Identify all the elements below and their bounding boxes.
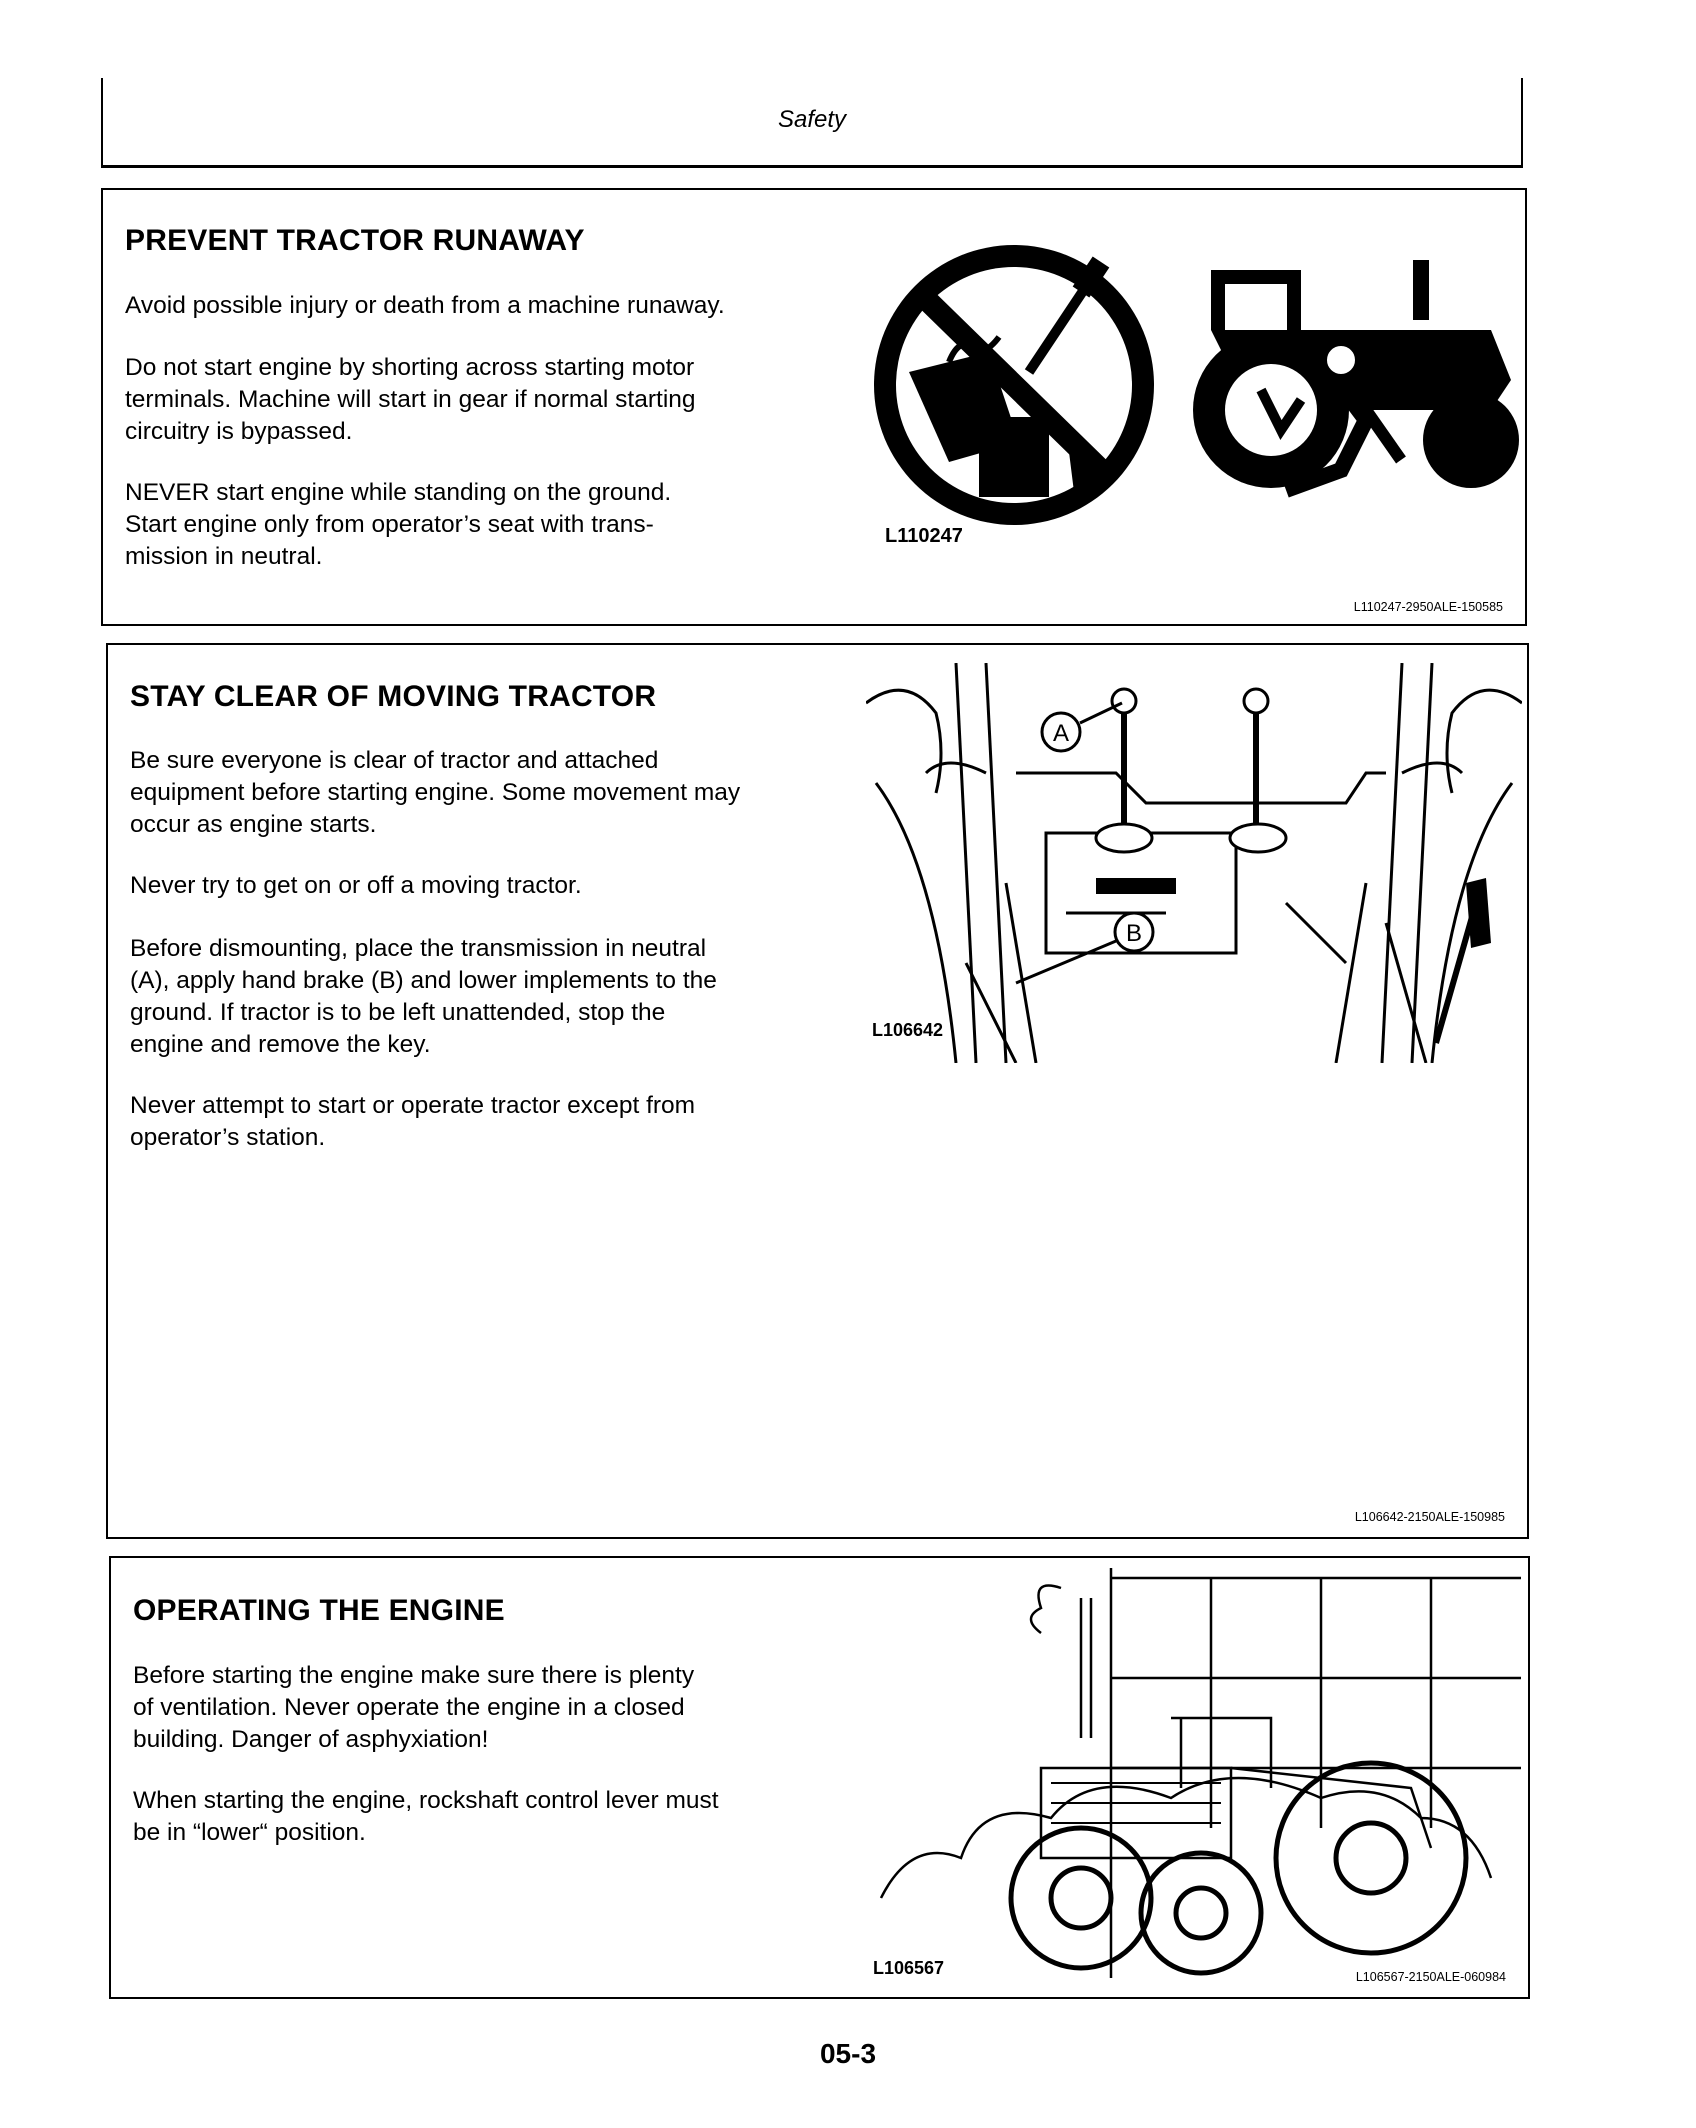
section-title: OPERATING THE ENGINE: [133, 1594, 505, 1627]
callout-a: A: [1052, 720, 1070, 747]
figure-label: L106642: [872, 1020, 944, 1040]
paragraph: Do not start engine by shorting across starting motor terminals. Machine will start in gear if normal starting circuitry is bypassed.: [125, 354, 696, 445]
section-title: STAY CLEAR OF MOVING TRACTOR: [130, 680, 657, 713]
section-prevent-runaway: [101, 188, 1527, 626]
paragraph: NEVER start engine while standing on the ground. Start engine only from operator’s seat with trans- mission in neutral.: [125, 479, 672, 570]
paragraph: Before dismounting, place the transmission in neutral (A), apply hand brake (B) and lower implements to the ground. If tractor is to be left unattended, stop the engine and remove the key.: [130, 935, 717, 1058]
tractor-exhaust-illustration: [871, 1568, 1521, 1978]
callout-b: B: [1125, 920, 1143, 947]
paragraph: Avoid possible injury or death from a machine runaway.: [125, 292, 725, 319]
reference-code: L106642-2150ALE-150985: [1354, 1510, 1505, 1524]
paragraph: Be sure everyone is clear of tractor and attached equipment before starting engine. Some movement may occur as engine starts.: [130, 747, 741, 838]
header-title: Safety: [777, 106, 847, 133]
paragraph: Never try to get on or off a moving tractor.: [130, 872, 582, 899]
page-number: 05-3: [819, 2038, 877, 2069]
section-title: PREVENT TRACTOR RUNAWAY: [125, 224, 585, 257]
reference-code: L110247-2950ALE-150585: [1353, 600, 1503, 614]
page-header: [101, 78, 1523, 168]
figure-label: L106567: [873, 1958, 945, 1978]
paragraph: Never attempt to start or operate tractor except from operator’s station.: [130, 1092, 696, 1151]
section-operating-engine: [109, 1556, 1530, 1999]
reference-code: L106567-2150ALE-060984: [1355, 1970, 1506, 1984]
tractor-runover-icon: [1191, 260, 1521, 500]
section-stay-clear: [106, 643, 1529, 1539]
figure-label: L110247: [885, 525, 963, 547]
prohibition-sign-icon: [869, 242, 1169, 532]
paragraph: Before starting the engine make sure there is plenty of ventilation. Never operate the engine in a closed building. Danger of asphyxiation!: [133, 1662, 695, 1753]
operator-station-illustration: [866, 663, 1522, 1063]
paragraph: When starting the engine, rockshaft control lever must be in “lower“ position.: [133, 1787, 719, 1846]
